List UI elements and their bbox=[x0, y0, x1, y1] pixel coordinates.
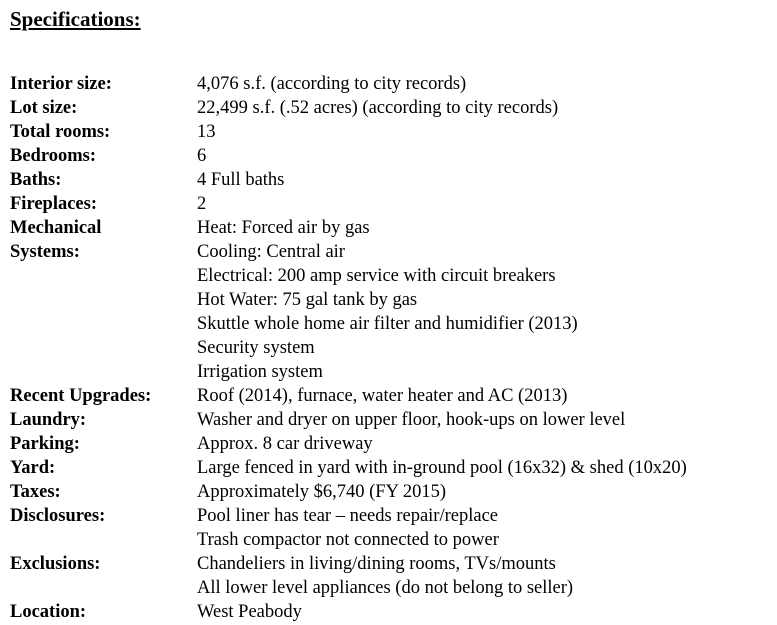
specifications-table bbox=[10, 72, 687, 624]
spec-row bbox=[10, 96, 687, 120]
spec-row bbox=[10, 72, 687, 96]
spec-value: Hot Water: 75 gal tank by gas bbox=[197, 290, 418, 310]
spec-row bbox=[10, 144, 687, 168]
spec-label: Interior size: bbox=[10, 74, 112, 94]
spec-row bbox=[10, 120, 687, 144]
spec-value: Approximately $6,740 (FY 2015) bbox=[197, 482, 447, 502]
spec-row bbox=[10, 216, 687, 240]
spec-label: Baths: bbox=[10, 170, 62, 190]
spec-value: 4 Full baths bbox=[197, 170, 285, 190]
spec-label bbox=[10, 360, 197, 384]
spec-value: 22,499 s.f. (.52 acres) (according to city records) bbox=[197, 98, 559, 118]
spec-row bbox=[10, 312, 687, 336]
spec-label: Exclusions: bbox=[10, 554, 101, 574]
spec-label bbox=[10, 576, 197, 600]
spec-row bbox=[10, 384, 687, 408]
spec-value: Heat: Forced air by gas bbox=[197, 218, 370, 238]
spec-label: Total rooms: bbox=[10, 122, 111, 142]
spec-label: Systems: bbox=[10, 242, 80, 262]
spec-row bbox=[10, 288, 687, 312]
spec-row bbox=[10, 576, 687, 600]
spec-label: Lot size: bbox=[10, 98, 78, 118]
spec-label: Taxes: bbox=[10, 482, 61, 502]
spec-label: Location: bbox=[10, 602, 87, 622]
spec-value: Roof (2014), furnace, water heater and AC (2013) bbox=[197, 386, 568, 406]
spec-value: Trash compactor not connected to power bbox=[197, 530, 499, 550]
spec-label bbox=[10, 312, 197, 336]
spec-label: Recent Upgrades: bbox=[10, 386, 152, 406]
spec-value: All lower level appliances (do not belong to seller) bbox=[197, 578, 574, 598]
spec-row bbox=[10, 504, 687, 528]
spec-label bbox=[10, 264, 197, 288]
spec-row bbox=[10, 168, 687, 192]
spec-row bbox=[10, 240, 687, 264]
spec-value: Skuttle whole home air filter and humidifier (2013) bbox=[197, 314, 578, 334]
spec-value: Pool liner has tear – needs repair/replace bbox=[197, 506, 499, 526]
spec-row bbox=[10, 408, 687, 432]
spec-value: Electrical: 200 amp service with circuit breakers bbox=[197, 266, 556, 286]
spec-value: Security system bbox=[197, 338, 315, 358]
spec-value: Cooling: Central air bbox=[197, 242, 345, 262]
spec-label: Bedrooms: bbox=[10, 146, 96, 166]
spec-row bbox=[10, 432, 687, 456]
spec-label: Fireplaces: bbox=[10, 194, 97, 214]
spec-label bbox=[10, 288, 197, 312]
spec-row bbox=[10, 264, 687, 288]
spec-label: Disclosures: bbox=[10, 506, 106, 526]
spec-label: Mechanical bbox=[10, 218, 102, 238]
spec-row bbox=[10, 456, 687, 480]
specifications-body bbox=[10, 72, 687, 624]
spec-value: 2 bbox=[197, 194, 207, 214]
spec-value: Chandeliers in living/dining rooms, TVs/mounts bbox=[197, 554, 556, 574]
spec-row bbox=[10, 336, 687, 360]
spec-row bbox=[10, 480, 687, 504]
spec-value: Approx. 8 car driveway bbox=[197, 434, 373, 454]
spec-label bbox=[10, 528, 197, 552]
spec-row bbox=[10, 552, 687, 576]
spec-label bbox=[10, 336, 197, 360]
spec-value: Washer and dryer on upper floor, hook-ups on lower level bbox=[197, 410, 626, 430]
spec-value: Irrigation system bbox=[197, 362, 323, 382]
spec-value: 6 bbox=[197, 146, 207, 166]
spec-row bbox=[10, 600, 687, 624]
spec-label: Laundry: bbox=[10, 410, 87, 430]
spec-label: Parking: bbox=[10, 434, 80, 454]
spec-value: Large fenced in yard with in-ground pool (16x32) & shed (10x20) bbox=[197, 458, 687, 478]
page-title: Specifications: bbox=[10, 7, 141, 31]
spec-row bbox=[10, 192, 687, 216]
spec-value: 13 bbox=[197, 122, 216, 142]
spec-row bbox=[10, 360, 687, 384]
spec-row bbox=[10, 528, 687, 552]
spec-label: Yard: bbox=[10, 458, 56, 478]
spec-value: 4,076 s.f. (according to city records) bbox=[197, 74, 467, 94]
document bbox=[10, 6, 770, 624]
spec-value: West Peabody bbox=[197, 602, 302, 622]
